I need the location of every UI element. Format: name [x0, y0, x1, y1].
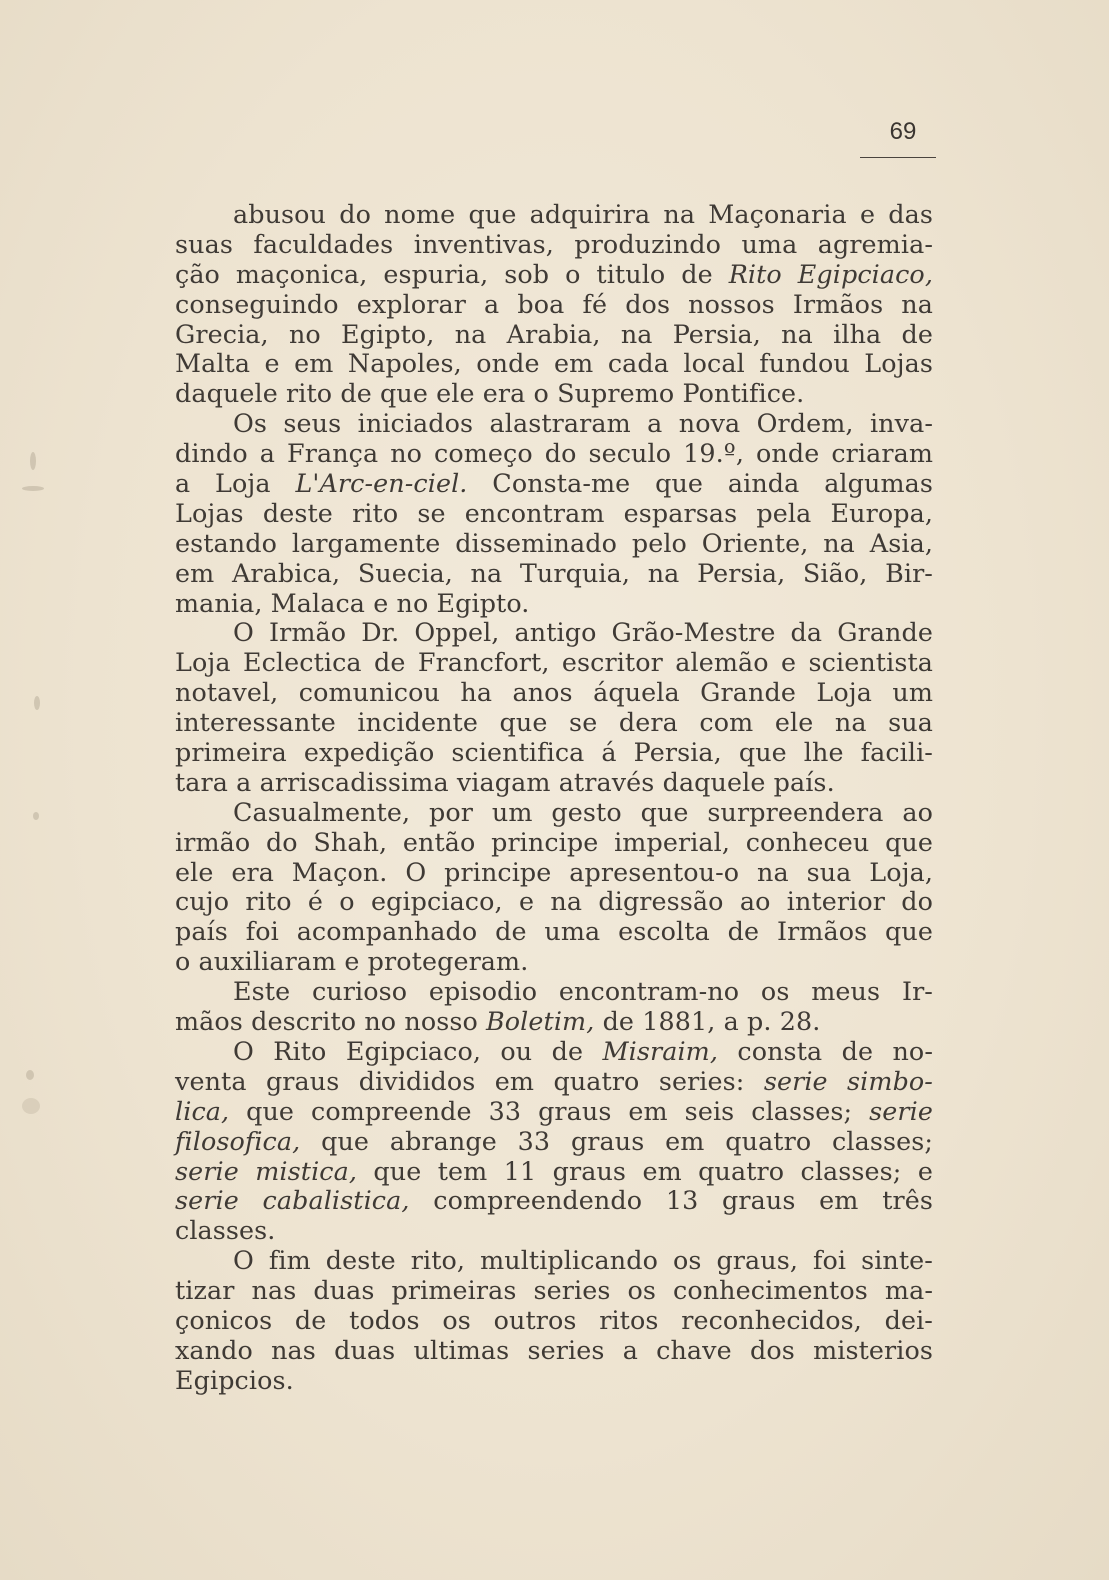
- text-segment: mãos descrito no nosso: [175, 1006, 487, 1037]
- text-line: [175, 469, 933, 499]
- header-rule: [860, 157, 936, 158]
- text-line: classes.: [175, 1215, 276, 1246]
- text-segment: ção maçonica, espuria, sob o titulo de: [175, 258, 729, 289]
- text-segment: consta de no-: [718, 1035, 934, 1066]
- text-line: irmão do Shah, então principe imperial, conheceu que: [175, 826, 933, 857]
- text-line: conseguindo explorar a boa fé dos nossos Irmãos na: [175, 288, 933, 319]
- text-line: [175, 1186, 933, 1216]
- text-line: daquele rito de que ele era o Supremo Pontifice.: [175, 378, 805, 409]
- text-line: [175, 1127, 933, 1157]
- italic-term: lica,: [175, 1095, 230, 1126]
- text-line: Este curioso episodio encontram-no os meus Ir-: [233, 976, 933, 1007]
- text-line: çonicos de todos os outros ritos reconhecidos, dei-: [175, 1304, 933, 1335]
- italic-term: filosofica,: [175, 1125, 301, 1156]
- page-number: 69: [889, 118, 917, 145]
- text-segment: de 1881, a p. 28.: [594, 1006, 821, 1037]
- paragraph: [175, 409, 933, 618]
- italic-term: serie cabalistica,: [175, 1185, 410, 1216]
- margin-smudge: [26, 1070, 34, 1080]
- text-line: Grecia, no Egipto, na Arabia, na Persia, na ilha de: [175, 318, 933, 349]
- paragraph: [175, 798, 933, 977]
- italic-term: serie: [869, 1095, 933, 1126]
- paragraph: [175, 200, 933, 409]
- italic-term: Misraim,: [602, 1035, 719, 1066]
- margin-smudge: [34, 696, 40, 710]
- text-line: mania, Malaca e no Egipto.: [175, 587, 530, 618]
- text-line: interessante incidente que se dera com ele na sua: [175, 707, 933, 738]
- text-line: xando nas duas ultimas series a chave dos misterios: [175, 1334, 933, 1365]
- text-line: [175, 1007, 933, 1037]
- text-line: [175, 1157, 933, 1187]
- text-line: estando largamente disseminado pelo Oriente, na Asia,: [175, 527, 933, 558]
- text-line: notavel, comunicou ha anos áquela Grande Loja um: [175, 677, 933, 708]
- italic-term: Boletim,: [486, 1006, 595, 1037]
- body-text: [175, 200, 933, 1396]
- paragraph: [175, 618, 933, 797]
- text-line: [175, 260, 933, 290]
- text-line: O fim deste rito, multiplicando os graus, foi sinte-: [233, 1245, 933, 1276]
- margin-smudge: [22, 1098, 40, 1114]
- italic-term: Rito Egipciaco,: [728, 258, 933, 289]
- text-line: [175, 1067, 933, 1097]
- text-segment: Consta-me que ainda algumas: [467, 468, 933, 499]
- text-line: país foi acompanhado de uma escolta de Irmãos que: [175, 916, 933, 947]
- text-segment: que abrange 33 graus em quatro classes;: [300, 1125, 933, 1156]
- text-line: tara a arriscadissima viagam através daquele país.: [175, 766, 835, 797]
- text-line: o auxiliaram e protegeram.: [175, 946, 529, 977]
- paragraph: [175, 1246, 933, 1395]
- text-line: primeira expedição scientifica á Persia, que lhe facili-: [175, 737, 933, 768]
- text-segment: venta graus divididos em quatro series:: [175, 1065, 764, 1096]
- text-line: abusou do nome que adquirira na Maçonaria e das: [233, 199, 933, 229]
- text-line: Os seus iniciados alastraram a nova Ordem, inva-: [233, 408, 933, 439]
- text-line: dindo a França no começo do seculo 19.º, onde criaram: [175, 438, 933, 469]
- text-segment: compreendendo 13 graus em três: [409, 1185, 933, 1216]
- text-line: tizar nas duas primeiras series os conhecimentos ma-: [175, 1275, 933, 1306]
- text-line: Casualmente, por um gesto que surpreendera ao: [233, 796, 933, 827]
- text-segment: que tem 11 graus em quatro classes; e: [357, 1155, 933, 1186]
- text-segment: que compreende 33 graus em seis classes;: [229, 1095, 870, 1126]
- margin-smudge: [33, 812, 39, 820]
- text-line: Malta e em Napoles, onde em cada local fundou Lojas: [175, 348, 933, 379]
- text-line: [175, 1097, 933, 1127]
- text-line: Lojas deste rito se encontram esparsas pela Europa,: [175, 497, 933, 528]
- margin-smudge: [30, 452, 36, 470]
- text-line: suas faculdades inventivas, produzindo uma agremia-: [175, 228, 933, 259]
- text-segment: a Loja: [175, 468, 296, 499]
- text-segment: O Rito Egipciaco, ou de: [233, 1035, 603, 1066]
- text-line: ele era Maçon. O principe apresentou-o na sua Loja,: [175, 856, 933, 887]
- text-line: em Arabica, Suecia, na Turquia, na Persia, Sião, Bir-: [175, 557, 933, 588]
- text-line: Egipcios.: [175, 1364, 294, 1395]
- margin-smudge: [22, 486, 44, 491]
- text-line: cujo rito é o egipciaco, e na digressão ao interior do: [175, 886, 933, 917]
- paragraph: [175, 977, 933, 1037]
- italic-term: serie simbo-: [763, 1065, 933, 1096]
- text-line: Loja Eclectica de Francfort, escritor alemão e scientista: [175, 647, 933, 678]
- italic-term: L'Arc-en-ciel.: [295, 468, 468, 499]
- text-line: O Irmão Dr. Oppel, antigo Grão-Mestre da Grande: [233, 617, 933, 648]
- paragraph: [175, 1037, 933, 1246]
- text-line: [175, 1037, 933, 1067]
- italic-term: serie mistica,: [175, 1155, 358, 1186]
